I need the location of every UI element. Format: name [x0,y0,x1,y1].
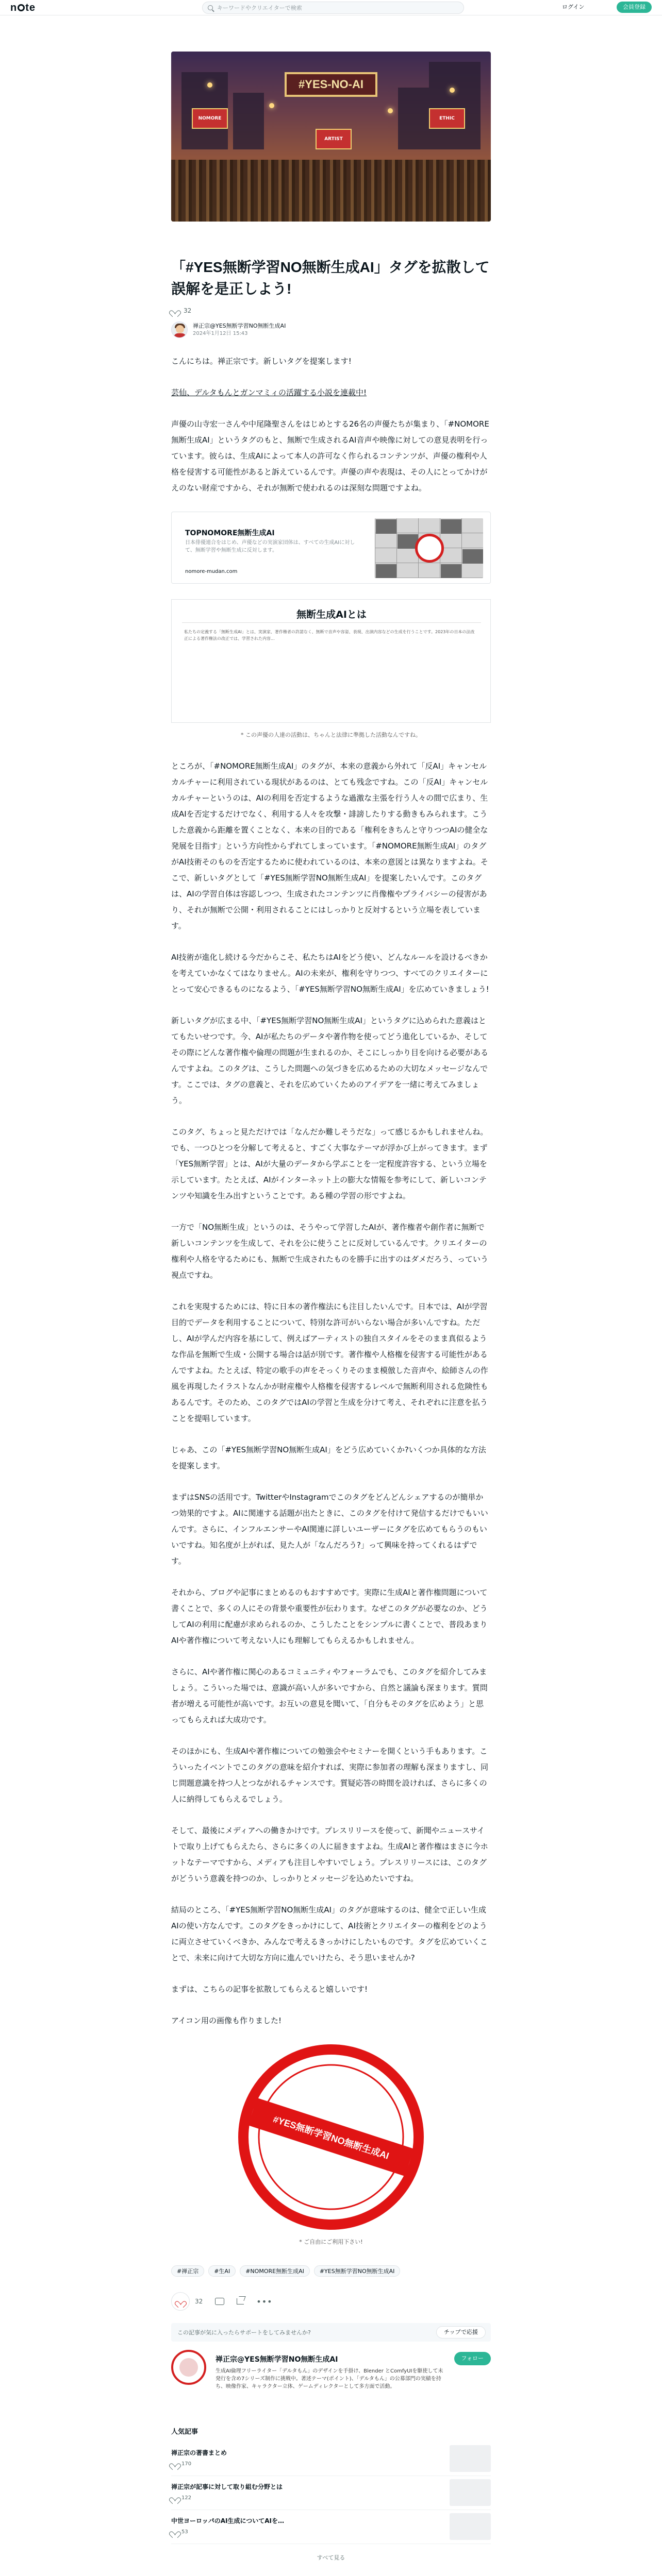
support-box [171,2323,491,2342]
hero-image [171,52,491,222]
popular-title: 禅正宗が記事に対して取り組む分野とは [171,2483,283,2490]
paragraph: 新しいタグが広まる中、「#YES無断学習NO無断生成AI」というタグに込められた意義はとてもたいせつです。今、AIが私たちのデータや著作物を使ってどう進化しているか、そしてその際にどんな著作権や倫理の問題が生まれるのか、そこにしっかり目を向ける必要があるんですよね。このタグは、こうした問題への気づきを広めるための大切なメッセージなんです。ここでは、タグの意義と、それを広めていくためのアイデアを一緒に考えてみましょう。 [171,1016,489,1105]
paragraph: これを実現するためには、特に日本の著作権法にも注目したいんです。日本では、AIが学習目的でデータを利用することについて、特別な許可がいらない場合が多いんですね。ただし、AIが学んだ内容を基にして、例えばアーティストの独自スタイルをそのまま真似るような作品を無断で生成・公開する場合は話が別です。著作権や人格権を侵害する可能性があるんですよね。たとえば、特定の歌手の声をそっくりそのまま模倣した音声や、絵師さんの作風を再現したイラストなんかが財産権や人格権を侵害するレベルで無断利用される危険性もあるんです。そのため、このタグではAIの学習と生成を分けて考え、それぞれに注意を払うことを提唱しています。 [171,1302,488,1423]
popular-likes: 122 [181,2495,192,2501]
popular-title: 禅正宗の著書まとめ [171,2449,227,2456]
figure-caption: * この声優の人達の活動は、ちゃんと法律に準拠した活動なんですね。 [241,732,421,738]
see-all-link[interactable]: すべて見る [317,2554,345,2561]
tag-list [171,2265,491,2277]
site-logo[interactable]: n te [10,2,36,13]
paragraph: ところが、「#NOMORE無断生成AI」のタグが、本来の意義から外れて「反AI」キャンセルカルチャーに利用されている現状があるのは、とても残念ですね。この「反AI」キャンセルカルチャーというのは、AIの利用を否定するような過激な主張を行う人々の間で広まり、生成AIを否定するだけでなく、利用する人々を攻撃・誹謗したりする動きもみられます。こうした意義から距離を置くことなく、本来の目的である「権利をきちんと守りつつAIの健全な発展を目指す」という方向性からずれてしまっています。「#NOMORE無断生成AI」のタグがAI技術そのものを否定するために使われているのは、本来の意図とは異なりますよね。そこで、新しいタグとして「#YES無断学習NO無断生成AI」を提案したいんです。このタグは、AIの学習自体は容認しつつ、生成されたコンテンツに肖像権やプライバシーの侵害があり、それが無断で公開・利用されることにはしっかりと反対するという立場を表しています。 [171,761,488,930]
share-icon[interactable] [237,2298,244,2304]
stamp-caption: * ご自由にご利用下さい! [299,2239,363,2245]
list-item[interactable] [171,2476,491,2510]
paragraph: こんにちは。禅正宗です。新しいタグを提案します! [171,357,352,366]
popular-thumbnail [450,2513,491,2540]
popular-heading: 人気記事 [171,2428,198,2436]
embed-host: nomore-mudan.com [185,569,238,574]
embed-description: 日本俳優連合をはじめ、声優などの実演家団体は、すべての生成AIに対して、無断学習や無断生成に反対します。 [185,540,355,553]
popular-articles [171,2426,491,2562]
support-text: この記事が気に入ったらサポートをしてみませんか? [177,2329,311,2336]
author-meta [193,322,286,337]
embed-thumbnail [375,518,483,578]
paragraph: アイコン用の画像も作りました! [171,2016,282,2025]
embed-title: TOPNOMORE無断生成AI [185,529,275,537]
comment-icon[interactable] [215,2298,224,2305]
hashtag[interactable]: #禅正宗 [171,2265,204,2277]
stamp-text: #YES無断学習NO無断生成AI [272,2114,391,2161]
hero-banner: ETHIC [429,108,465,129]
like-button[interactable] [171,2292,190,2311]
paragraph: 声優の山寺宏一さんや中尾隆聖さんをはじめとする26名の声優たちが集まり、「#NOMORE無断生成AI」というタグのもと、無断で生成されるAI音声や映像に対しての意見表明を行っています。彼らは、生成AIによって本人の許可なく作られるコンテンツが、声優の権利や人格を侵害する可能性があると訴えているんです。声優の声や表現は、その人にとってかけがえのない財産ですから、それが無断で使われるのは深刻な問題ですよね。 [171,419,489,493]
author-row [171,321,491,338]
follow-button[interactable]: フォロー [454,2352,491,2365]
list-item[interactable] [171,2510,491,2544]
article-body [171,353,491,2250]
author-profile [171,2350,491,2422]
icon-stamp-image [238,2044,424,2230]
login-link[interactable]: ログイン [562,4,585,10]
signup-button[interactable]: 会員登録 [617,2,652,13]
popular-thumbnail [450,2445,491,2472]
paragraph: AI技術が進化し続ける今だからこそ、私たちはAIをどう使い、どんなルールを設けるべきかを考えていかなくてはなりません。AIの未来が、権利を守りつつ、すべてのクリエイターにとって安心できるものになるよう、「#YES無断学習NO無断生成AI」を広めていきましょう! [171,953,489,994]
paragraph: まずは、こちらの記事を拡散してもらえると嬉しいです! [171,1985,368,1994]
profile-name[interactable]: 禅正宗@YES無断学習NO無断生成AI [216,2355,338,2364]
paragraph: 一方で「NO無断生成」というのは、そうやって学習したAIが、著作権者や創作者に無断で新しいコンテンツを生成して、それを公に使うことに反対しているんです。クリエイターの権利や人格を守るためにも、無断で生成されたものを勝手に出すのはダメだろう、っていう視点ですね。 [171,1223,489,1280]
profile-avatar[interactable] [171,2350,206,2385]
logo-o-ring [18,4,25,11]
serial-novel-link[interactable]: 芸仙、デルタもんとガンマミィの活躍する小説を連載中! [171,388,367,397]
more-icon[interactable]: ••• [256,2296,273,2307]
link-embed-card[interactable] [171,512,491,584]
avatar[interactable] [171,321,188,338]
paragraph: じゃあ、この「#YES無断学習NO無断生成AI」をどう広めていくか?いくつか具体的な方法を提案します。 [171,1445,486,1470]
paragraph: まずはSNSの活用です。TwitterやInstagramでこのタグをどんどんシェアするのが簡単かつ効果的ですよ。AIに関連する話題が出たときに、このタグを付けて発信するだけでもいいんです。さらに、インフルエンサーやAI関連に詳しいユーザーにタグを広めてもらうのもいいですね。知名度が上がれば、見た人が「なんだろう?」って興味を持ってくれるはずです。 [171,1493,488,1566]
hero-sign: #YES-NO-AI [285,72,377,97]
search-placeholder: キーワードやクリエイターで検索 [217,5,302,11]
tip-button[interactable]: チップで応援 [436,2326,486,2338]
popular-likes: 53 [181,2529,188,2535]
heart-icon [177,2298,184,2305]
figure-text: 私たちの定義する「無断生成AI」とは、実演家、著作権者の許諾なく、無断で音声や容姿、表現、出演内容などの生成を行うことです。2023年の日本の法改正による著作権法の改正では、学習された内容... [184,630,475,641]
hero-banner: ARTIST [316,129,352,149]
article-like-count[interactable] [171,307,491,314]
like-count: 32 [184,307,192,314]
hashtag[interactable]: #NOMORE無断生成AI [240,2265,310,2277]
hashtag[interactable]: #YES無断学習NO無断生成AI [314,2265,401,2277]
figure-title: 無断生成AIとは [296,609,367,620]
paragraph: さらに、AIや著作権に関心のあるコミュニティやフォーラムでも、このタグを紹介してみましょう。こういった場では、意識が高い人が多いですから、自然と議論も深まります。質問者が増える可能性が高いです。お互いの意見を聞いて、「自分もそのタグを広めよう」と思ってもらえれば大成功です。 [171,1667,488,1724]
popular-thumbnail [450,2479,491,2506]
heart-icon [171,2461,178,2467]
hero-banner: NOMORE [192,108,228,129]
article-actions [171,2292,491,2311]
hashtag[interactable]: #生AI [208,2265,236,2277]
list-item[interactable] [171,2442,491,2476]
paragraph: このタグ、ちょっと見ただけでは「なんだか難しそうだな」って感じるかもしれませんね。でも、一つひとつを分解して考えると、すごく大事なテーマが浮かび上がってきます。まず「YES無断学習」とは、AIが大量のデータから学ぶことを一定程度許容する、という立場を示しています。たとえば、AIがインターネット上の膨大な情報を参考にして、新しいコンテンツや知識を生み出すということです。ある種の学習の形ですよね。 [171,1127,488,1200]
author-name[interactable]: 禅正宗@YES無断学習NO無断生成AI [193,323,286,329]
paragraph: そして、最後にメディアへの働きかけです。プレスリリースを使って、新聞やニュースサイトで取り上げてもらえたら、さらに多くの人に届きますよね。生成AIと著作権はまさに今ホットなテーマですから、メディアも注目しやすいでしょう。プレスリリースには、このタグがどういう意義を持つのか、しっかりとメッセージを込めたいですね。 [171,1826,488,1883]
popular-title: 中世ヨーロッパのAI生成についてAIを… [171,2517,285,2524]
figure-image [171,599,491,723]
heart-icon [171,308,178,314]
heart-icon [171,2529,178,2535]
article-title: 「#YES無断学習NO無断生成AI」タグを拡散して誤解を是正しよう! [171,259,490,297]
heart-icon [171,2495,178,2501]
search-input[interactable] [202,2,464,14]
publish-date: 2024年1月12日 15:43 [193,331,248,336]
popular-likes: 170 [181,2461,192,2467]
paragraph: それから、ブログや記事にまとめるのもおすすめです。実際に生成AIと著作権問題について書くことで、多くの人にその背景や重要性が伝わります。なぜこのタグが必要なのか、どうしてAIの利用に配慮が求められるのか、こうしたことをシンプルに書くことで、普段あまりAIや著作権について考えない人にも理解してもらえるかもしれません。 [171,1588,488,1645]
profile-description: 生成AI倫理フリーライター「デルタもん」のデザインを手掛け、Blender とComfyUIを駆使して未発行を含め7シリーズ制作に挑戦中。著述テーマ(ポイント)、「デルタもん」の公募部門の実績を持ち、映像作家、キャラクター立体、ゲームディレクターとして多方面で活動。 [216,2368,443,2389]
top-navigation [0,0,662,15]
paragraph: 結局のところ、「#YES無断学習NO無断生成AI」のタグが意味するのは、健全で正しい生成AIの使い方なんです。このタグをきっかけにして、AI技術とクリエイターの権利をどのように両立させていくべきか、みんなで考えるきっかけにしたいものです。タグを広めていくことで、未来に向けて大切な方向に進んでいけたら、そう思いませんか? [171,1905,488,1962]
article [171,52,491,2562]
search-icon [208,5,213,10]
paragraph: そのほかにも、生成AIや著作権についての勉強会やセミナーを開くという手もあります。こういったイベントでこのタグの意味を紹介すれば、実際に参加者の理解も深まりますし、同じ問題意識を持つ人とつながれるチャンスです。質疑応答の時間を設ければ、さらに多くの人に納得してもらえるでしょう。 [171,1747,489,1804]
like-count: 32 [195,2298,203,2305]
hero-crowd [171,160,491,222]
